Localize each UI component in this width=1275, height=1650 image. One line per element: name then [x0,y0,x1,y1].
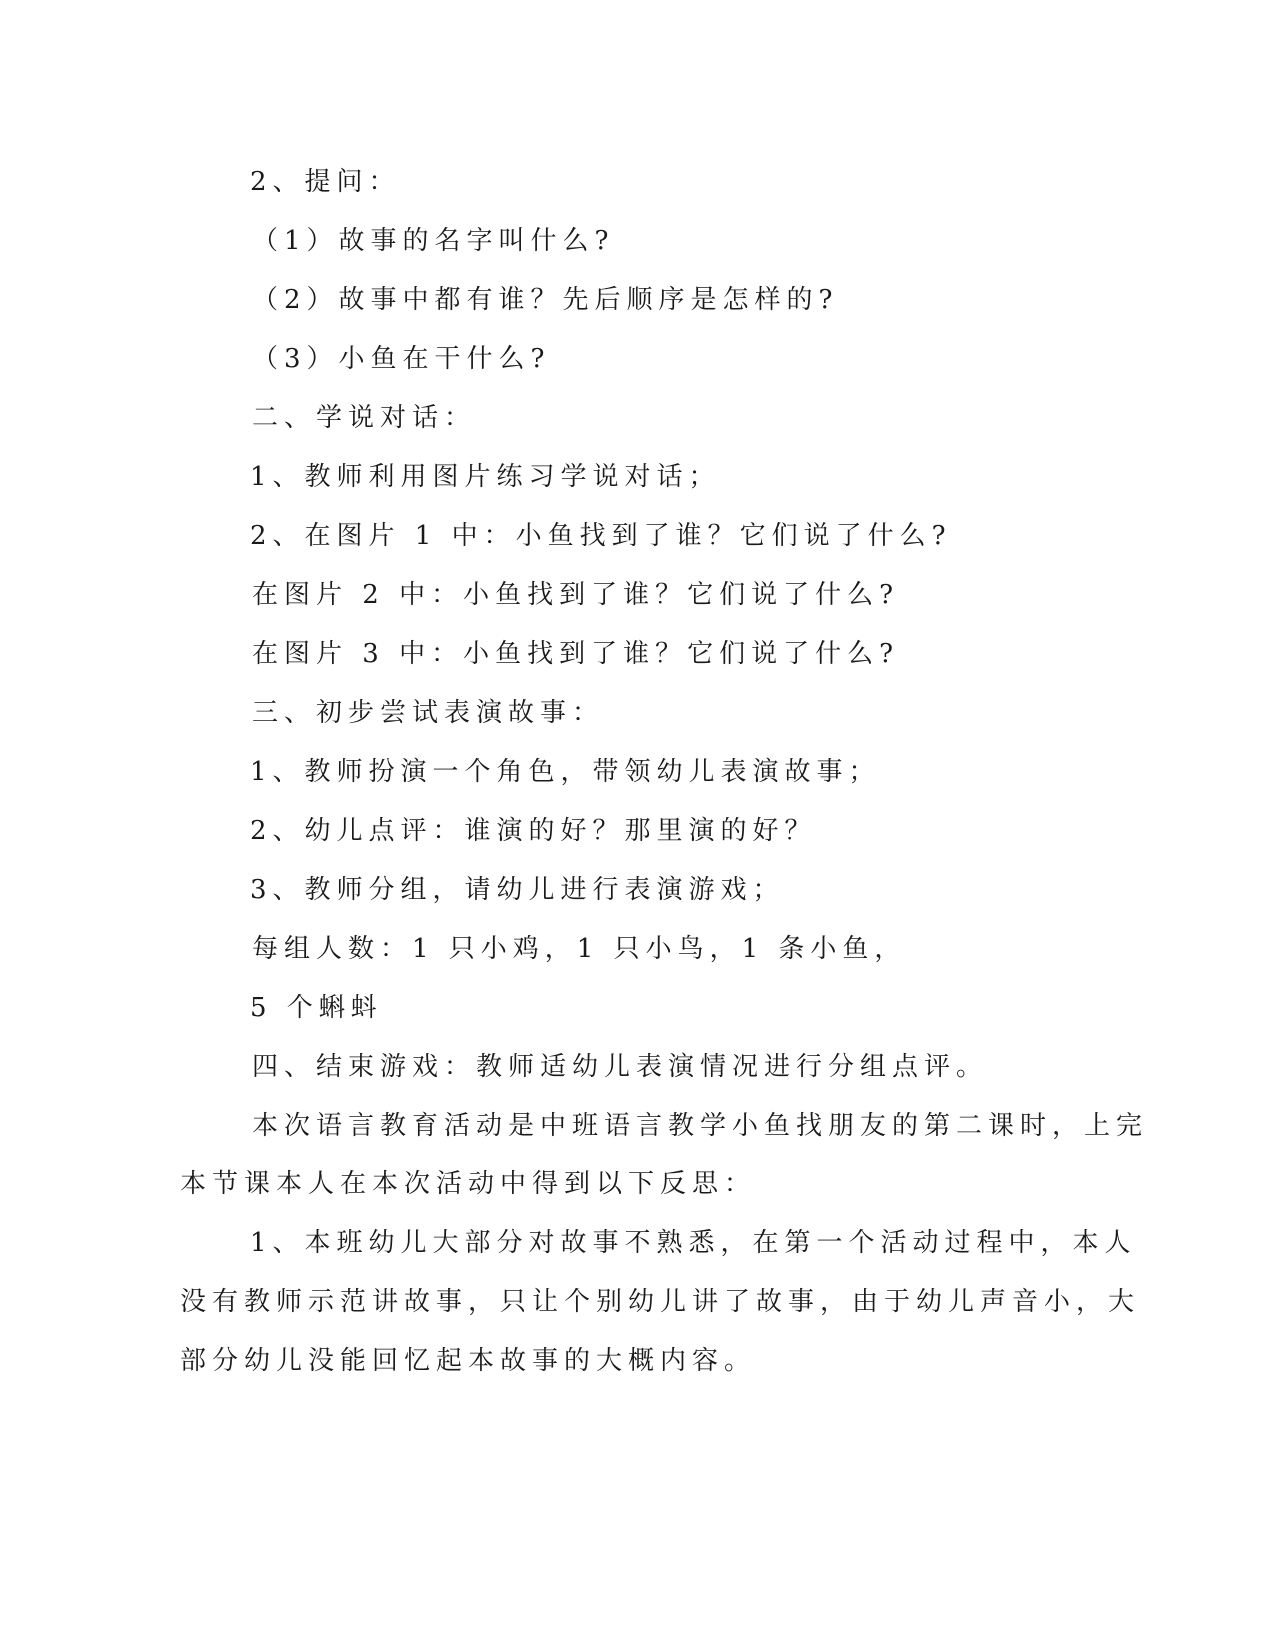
text-line: 2、在图片 1 中：小鱼找到了谁？它们说了什么? [250,521,952,551]
text-line: 3、教师分组，请幼儿进行表演游戏； [250,875,785,905]
text-line: 2、提问： [250,167,401,197]
paragraph-line: 部分幼儿没能回忆起本故事的大概内容。 [180,1346,757,1376]
text-line: 1、教师利用图片练习学说对话； [250,462,721,492]
text-line: 在图片 2 中：小鱼找到了谁？它们说了什么? [252,580,900,610]
text-line: 2、幼儿点评：谁演的好？那里演的好？ [250,816,817,846]
paragraph-line: 本节课本人在本次活动中得到以下反思： [180,1169,757,1199]
text-line: 5 个蝌蚪 [250,993,383,1023]
paragraph-line: 本次语言教育活动是中班语言教学小鱼找朋友的第二课时，上完 [252,1111,1149,1141]
text-line: （1）故事的名字叫什么? [252,226,615,256]
paragraph-line: 1、本班幼儿大部分对故事不熟悉，在第一个活动过程中，本人 [250,1228,1137,1258]
text-line: 在图片 3 中：小鱼找到了谁？它们说了什么? [252,639,900,669]
text-line: （2）故事中都有谁？先后顺序是怎样的? [252,285,839,315]
text-line: （3）小鱼在干什么? [252,344,551,374]
text-line: 1、教师扮演一个角色，带领幼儿表演故事； [250,757,881,787]
section-heading: 四、结束游戏：教师适幼儿表演情况进行分组点评。 [252,1052,989,1082]
paragraph-line: 没有教师示范讲故事，只让个别幼儿讲了故事，由于幼儿声音小，大 [180,1287,1141,1317]
section-heading: 二、学说对话： [252,403,477,433]
text-line: 每组人数：1 只小鸡，1 只小鸟，1 条小鱼， [252,934,907,964]
section-heading: 三、初步尝试表演故事： [252,698,605,728]
